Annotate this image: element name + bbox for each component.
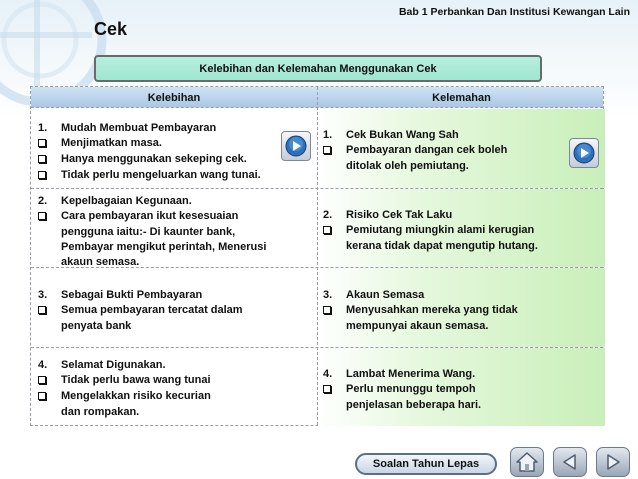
play-icon <box>285 135 307 157</box>
number-marker: 4. <box>38 359 48 371</box>
number-marker: 2. <box>323 209 333 221</box>
arrow-left-icon <box>560 452 580 472</box>
row2-right-line: Pemiutang miungkin alami kerugian <box>346 224 535 236</box>
play-button-left[interactable] <box>281 131 311 161</box>
number-marker: 3. <box>323 289 333 301</box>
checkbox-bullet-icon <box>38 139 46 147</box>
row4-left-line: Selamat Digunakan. <box>61 359 166 371</box>
home-icon <box>515 451 539 473</box>
row1-right-line: Cek Bukan Wang Sah <box>346 129 459 141</box>
comparison-table <box>30 86 604 426</box>
row3-left-line: Sebagai Bukti Pembayaran <box>61 289 203 301</box>
row3-right-line: Akaun Semasa <box>346 289 425 301</box>
row3-left-line: Semua pembayaran tercatat dalam <box>61 304 243 316</box>
play-icon <box>573 142 595 164</box>
play-button-right[interactable] <box>569 138 599 168</box>
row1-right-line: Pembayaran dangan cek boleh <box>346 144 508 156</box>
footer-button-label: Soalan Tahun Lepas <box>372 458 480 470</box>
checkbox-bullet-icon <box>38 171 46 179</box>
number-marker: 2. <box>38 195 48 207</box>
header-kelebihan: Kelebihan <box>147 91 201 104</box>
row3-right <box>318 268 605 347</box>
checkbox-bullet-icon <box>38 306 46 314</box>
soalan-tahun-lepas-button[interactable] <box>355 453 497 475</box>
checkbox-bullet-icon <box>38 392 46 400</box>
checkbox-bullet-icon <box>323 306 331 314</box>
row1-left-line: Menjimatkan masa. <box>61 137 162 149</box>
next-button[interactable] <box>596 447 630 477</box>
row1-left-line: Tidak perlu mengeluarkan wang tunai. <box>61 169 261 181</box>
row3-left-line: penyata bank <box>61 320 132 332</box>
row1-left-line: Hanya menggunakan sekeping cek. <box>61 153 247 165</box>
checkbox-bullet-icon <box>323 385 331 393</box>
checkbox-bullet-icon <box>38 155 46 163</box>
checkbox-bullet-icon <box>323 226 331 234</box>
header-kelemahan: Kelemahan <box>432 91 491 104</box>
row4-left-line: Tidak perlu bawa wang tunai <box>61 374 211 386</box>
slide-title: Cek <box>94 19 128 39</box>
row4-right-line: Lambat Menerima Wang. <box>346 368 476 380</box>
subtitle-text: Kelebihan dan Kelemahan Menggunakan Cek <box>199 62 437 75</box>
chapter-header: Bab 1 Perbankan Dan Institusi Kewangan Lain <box>398 6 630 18</box>
row2-left-line: Kepelbagaian Kegunaan. <box>61 195 192 207</box>
row4-right-line: penjelasan beberapa hari. <box>346 399 482 411</box>
prev-button[interactable] <box>553 447 587 477</box>
row2-left <box>31 194 317 270</box>
row2-left-line: Cara pembayaran ikut kesesuaian <box>61 210 239 222</box>
row3-right-line: mempunyai akaun semasa. <box>346 320 489 332</box>
checkbox-bullet-icon <box>38 376 46 384</box>
row4-left-line: Mengelakkan risiko kecurian <box>61 390 211 402</box>
subtitle-banner <box>94 55 542 82</box>
arrow-right-icon <box>603 452 623 472</box>
row3-left <box>31 288 317 334</box>
row3-right-line: Menyusahkan mereka yang tidak <box>346 304 518 316</box>
row4-right-line: Perlu menunggu tempoh <box>346 383 476 395</box>
row4-left-line: dan rompakan. <box>61 406 140 418</box>
home-button[interactable] <box>510 447 544 477</box>
row2-left-line: pengguna iaitu:- Di kaunter bank, <box>61 226 236 238</box>
number-marker: 4. <box>323 368 333 380</box>
row1-right <box>318 109 605 188</box>
row1-left-line: Mudah Membuat Pembayaran <box>61 122 217 134</box>
checkbox-bullet-icon <box>323 146 331 154</box>
row4-left <box>31 358 317 420</box>
row4-right <box>318 348 605 426</box>
row2-right-line: Risiko Cek Tak Laku <box>346 209 453 221</box>
row1-right-line: ditolak oleh pemiutang. <box>346 160 469 172</box>
checkbox-bullet-icon <box>38 212 46 220</box>
row1-left <box>31 121 317 184</box>
number-marker: 1. <box>323 129 333 141</box>
number-marker: 1. <box>38 122 48 134</box>
column-divider <box>317 87 318 425</box>
number-marker: 3. <box>38 289 48 301</box>
row2-left-line: Pembayar mengikut perintah, Menerusi <box>61 241 267 253</box>
row2-right <box>318 189 605 267</box>
row2-left-line: akaun semasa. <box>61 256 140 268</box>
row2-right-line: kerana tidak dapat mengutip hutang. <box>346 240 538 252</box>
